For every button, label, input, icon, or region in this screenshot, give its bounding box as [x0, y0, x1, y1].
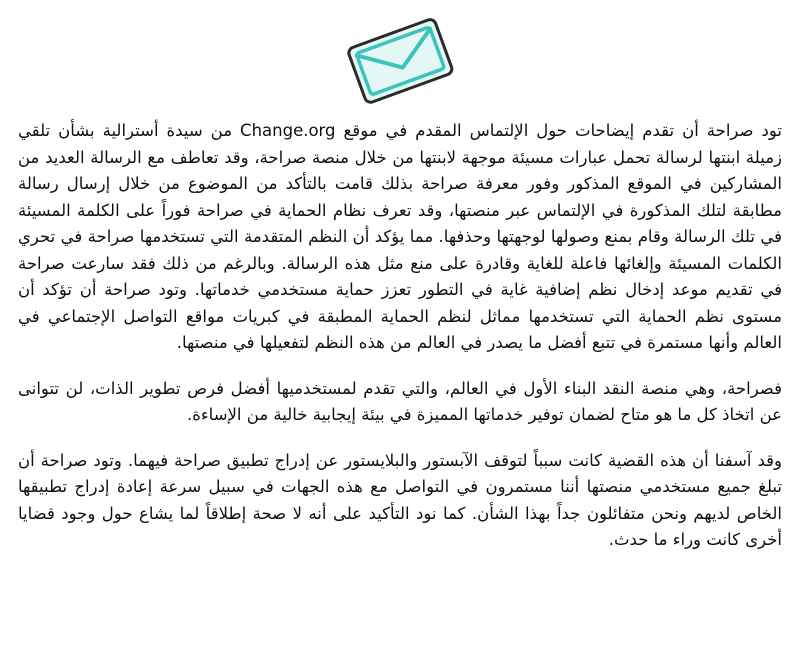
- statement-body: [18, 118, 782, 554]
- statement-paragraph-2: فصراحة، وهي منصة النقد البناء الأول في العالم، والتي تقدم لمستخدميها أفضل فرص تطوير الذات، لن تتوانى عن اتخاذ كل ما هو متاح لضمان توفير خدماتها المميزة في بيئة إيجابية خالية من الإساءة.: [18, 378, 782, 424]
- statement-paragraph-3: وقد آسفنا أن هذه القضية كانت سبباً لتوقف الآبستور والبلايستور عن إدراج تطبيق صراحة فيهما. وتود صراحة أن تبلغ جميع مستخدمي منصتها أننا مستمرون في التواصل مع هذه الجهات في سبيل سرعة إعادة إدراج تطبيقها الخاص لديهم ونحن متفائلون جداً بهذا الشأن. كما نود التأكيد على أنه لا صحة إطلاقاً لما يشاع حول وجود قضايا أخرى كانت وراء ما حدث.: [18, 450, 782, 549]
- statement-paragraph-1: تود صراحة أن تقدم إيضاحات حول الإلتماس المقدم في موقع Change.org من سيدة أسترالية بشأن تلقي زميلة ابنتها لرسالة تحمل عبارات مسيئة موجهة لابنتها من خلال منصة صراحة، وقد تعاطف مع الرسالة العديد من المشاركين في الموقع المذكور وفور معرفة صراحة بذلك قامت بالتأكد من الموضوع من خلال إرسال رسالة مطابقة لتلك المذكورة في الإلتماس عبر منصتها، وقد تعرف نظام الحماية في صراحة فوراً على الكلمة المسيئة في تلك الرسالة وقام بمنع وصولها لوجهتها وحذفها. مما يؤكد أن النظم المتقدمة التي تستخدمها صراحة في تحري الكلمات المسيئة وإلغائها فاعلة للغاية وقادرة على منع مثل هذه الرسالة. وبالرغم من ذلك فقد سارعت صراحة في تقديم موعد إدخال نظم إضافية غاية في التطور تعزز حماية مستخدمي خدماتها. وتود صراحة أن تؤكد أن مستوى نظم الحماية التي تستخدمها مماثل لنظم الحماية المطبقة في كبريات مواقع التواصل الإجتماعي في العالم وأنها مستمرة في تتبع أفضل ما يصدر في العالم من هذه النظم لتفعيلها في منصتها.: [18, 121, 782, 352]
- envelope-body: [347, 18, 453, 104]
- envelope-graphic: [338, 10, 462, 110]
- envelope-icon: [338, 10, 462, 110]
